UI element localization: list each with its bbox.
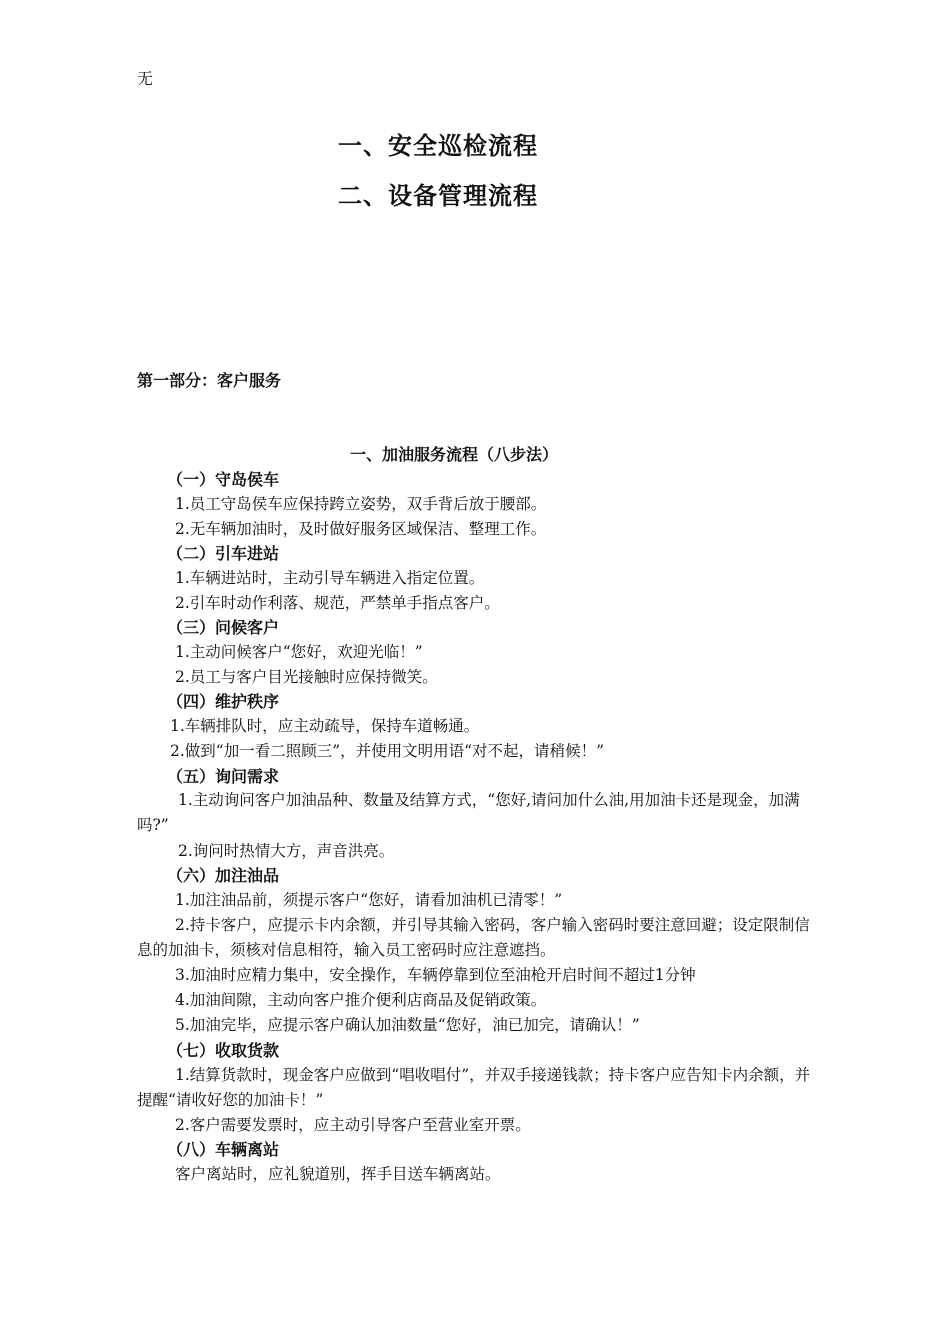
step-title: （五）询问需求 bbox=[167, 767, 280, 786]
step-line: 2.持卡客户，应提示卡内余额，并引导其输入密码，客户输入密码时要注意回避；设定限制信息的加油卡，须核对信息相符，输入员工密码时应注意遮挡。 bbox=[137, 916, 810, 959]
step-line: 2.客户需要发票时，应主动引导客户至营业室开票。 bbox=[175, 1116, 531, 1134]
step-line: 2.无车辆加油时，及时做好服务区域保洁、整理工作。 bbox=[175, 520, 547, 538]
step-line: 1.主动询问客户加油品种、数量及结算方式，“您好,请问加什么油,用加油卡还是现金，加满吗?” bbox=[137, 791, 800, 834]
step-line: 2.询问时热情大方，声音洪亮。 bbox=[178, 842, 395, 860]
step-title: （二）引车进站 bbox=[167, 544, 280, 563]
step-line: 1.结算货款时，现金客户应做到“唱收唱付”，并双手接递钱款；持卡客户应告知卡内余额，并提醒“请收好您的加油卡！” bbox=[137, 1066, 811, 1109]
step-title: （一）守岛侯车 bbox=[167, 470, 280, 489]
corner-mark: 无 bbox=[137, 69, 154, 88]
step-line: 1.加注油品前，须提示客户“您好，请看加油机已清零！” bbox=[175, 891, 563, 909]
step-line: 1.车辆排队时，应主动疏导，保持车道畅通。 bbox=[170, 717, 480, 735]
step-line: 2.引车时动作利落、规范，严禁单手指点客户。 bbox=[175, 594, 500, 612]
toc-item-safety-patrol: 一、安全巡检流程 bbox=[338, 131, 538, 160]
section-title: 一、加油服务流程（八步法） bbox=[350, 445, 559, 464]
step-title: （四）维护秩序 bbox=[167, 692, 280, 711]
step-title: （七）收取货款 bbox=[167, 1041, 280, 1060]
part-title: 第一部分：客户服务 bbox=[137, 371, 282, 390]
step-title: （八）车辆离站 bbox=[167, 1140, 280, 1159]
step-title: （六）加注油品 bbox=[167, 866, 280, 885]
step-line: 1.员工守岛侯车应保持跨立姿势，双手背后放于腰部。 bbox=[175, 495, 547, 513]
step-line: 2.员工与客户目光接触时应保持微笑。 bbox=[175, 668, 438, 686]
step-line: 1.车辆进站时，主动引导车辆进入指定位置。 bbox=[175, 569, 485, 587]
step-title: （三）问候客户 bbox=[167, 618, 280, 637]
step-line: 客户离站时，应礼貌道别，挥手目送车辆离站。 bbox=[175, 1165, 501, 1183]
step-line: 1.主动问候客户“您好，欢迎光临！” bbox=[175, 643, 423, 661]
step-line: 5.加油完毕，应提示客户确认加油数量“您好，油已加完，请确认！” bbox=[175, 1016, 640, 1034]
toc-item-equipment-management: 二、设备管理流程 bbox=[338, 181, 538, 210]
step-line: 4.加油间隙，主动向客户推介便利店商品及促销政策。 bbox=[175, 991, 547, 1009]
step-line: 3.加油时应精力集中，安全操作，车辆停靠到位至油枪开启时间不超过1分钟 bbox=[175, 966, 696, 984]
step-line: 2.做到“加一看二照顾三”，并使用文明用语“对不起，请稍候！” bbox=[170, 742, 604, 760]
